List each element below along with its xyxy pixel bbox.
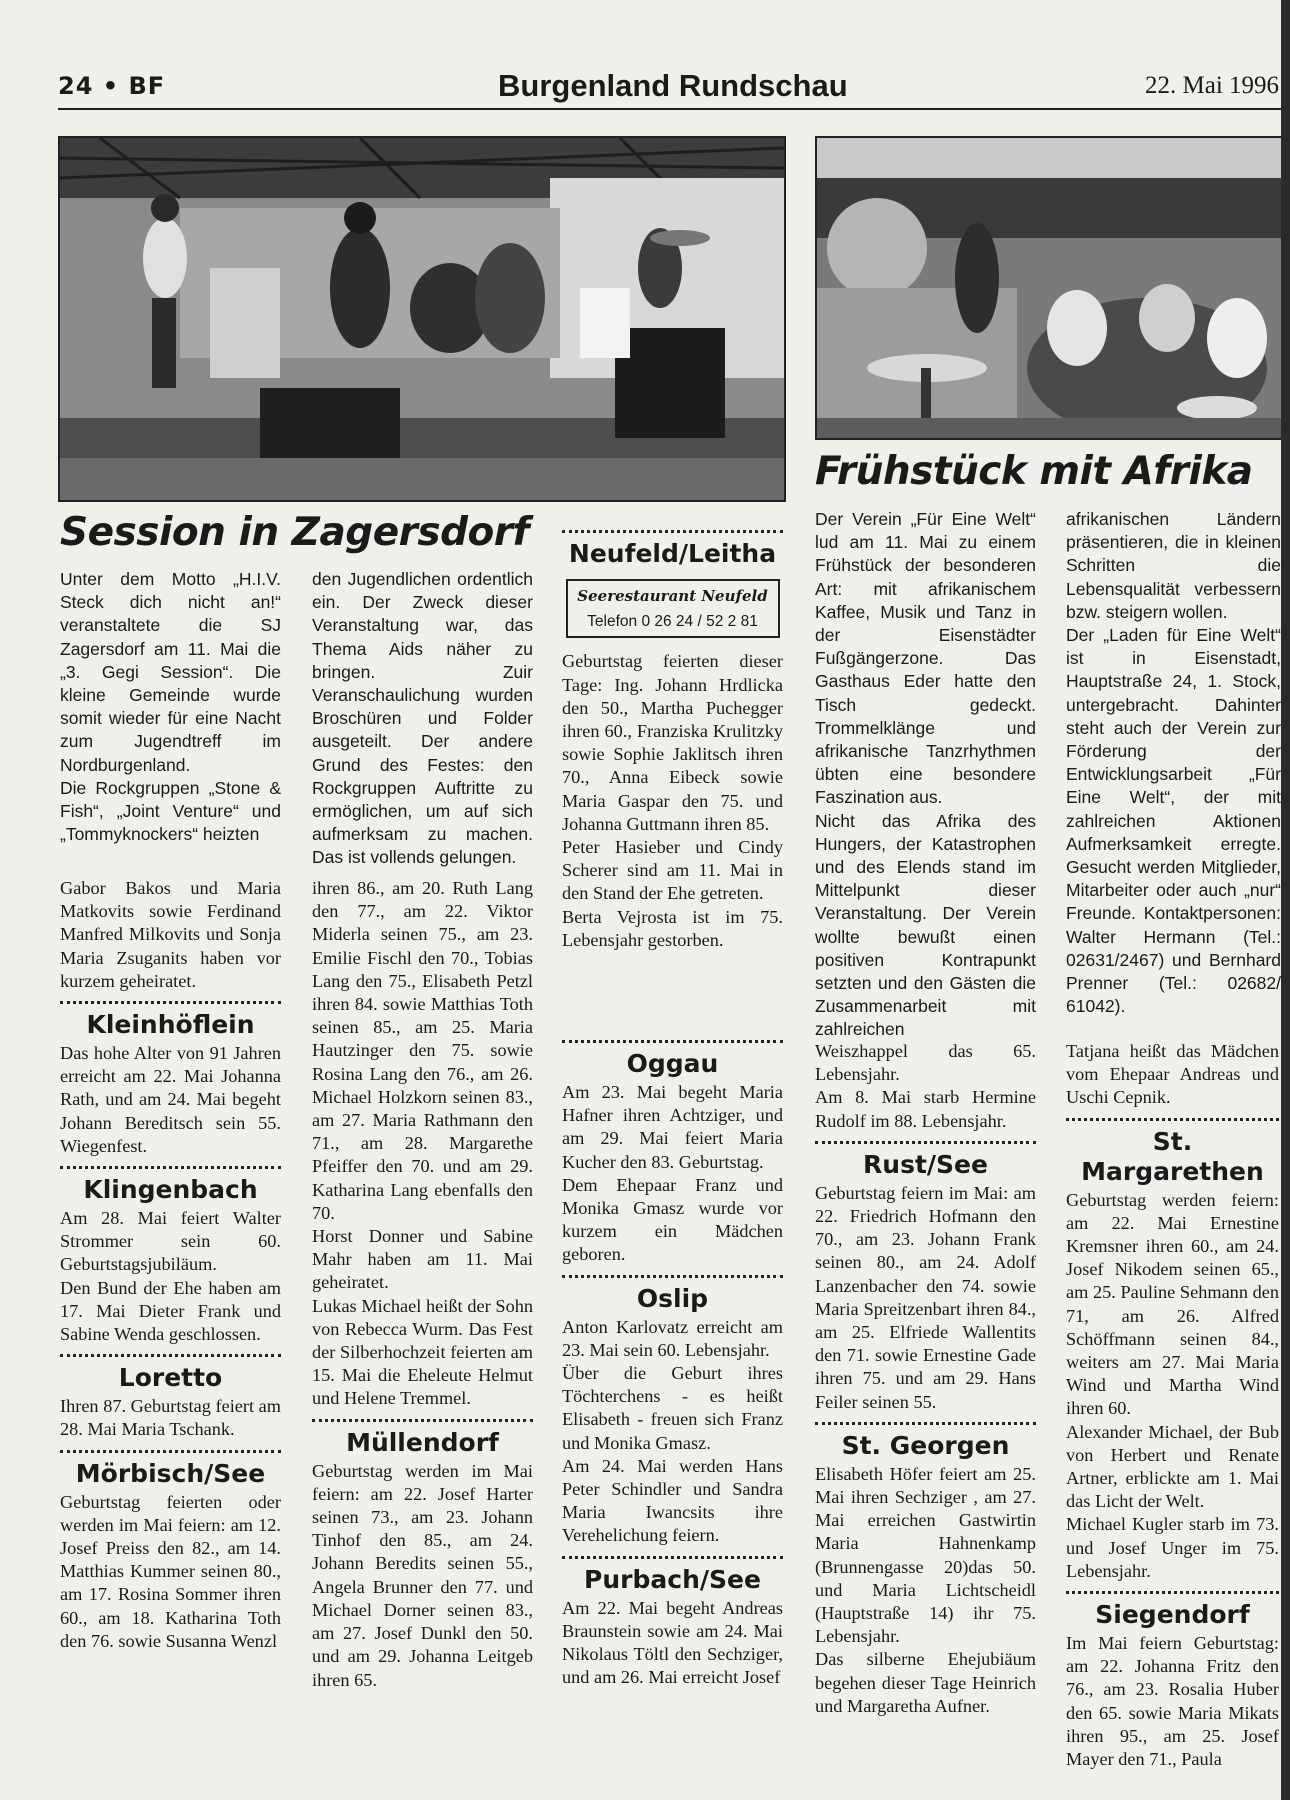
town-heading: St. Georgen	[841, 1430, 1010, 1460]
town-heading: St. Margarethen	[1081, 1126, 1264, 1186]
news-paragraph: Geburtstag werden feiern: am 22. Mai Ernestine Kremsner ihren 60., am 24. Josef Nikodem seinen 65., am 25. Pauline Sehmann den 71, am 26. Alfred Schöffmann seinen 84., weiters am 27. Mai Maria Wind und Martha Wind ihren 60.	[1066, 1189, 1279, 1419]
news-paragraph: Gabor Bakos und Maria Matkovits sowie Ferdinand Manfred Milkovits und Sonja Maria Zsuganits haben vor kurzem geheiratet.	[60, 878, 281, 991]
dotted-divider	[562, 530, 783, 533]
news-paragraph: Am 23. Mai begeht Maria Hafner ihren Achtziger, und am 29. Mai feiert Maria Kucher den 83. Geburtstag.	[562, 1082, 783, 1172]
dotted-divider	[815, 1422, 1036, 1425]
dotted-divider	[562, 1556, 783, 1559]
town-heading: Oslip	[636, 1283, 709, 1313]
news-paragraph: Am 22. Mai begeht Andreas Braunstein sowie am 24. Mai Nikolaus Töltl den Sechziger, und am 26. Mai erreicht Josef	[562, 1597, 783, 1688]
session-paragraph: Die Rockgruppen „Stone & Fish“, „Joint Venture“ und „Tommyknockers“ heizten	[60, 777, 281, 845]
town-heading: Loretto	[118, 1363, 223, 1393]
concert-photo-drawing	[60, 138, 784, 500]
header-rule	[58, 108, 1290, 110]
session-headline: Session in Zagersdorf	[60, 510, 530, 555]
news-paragraph: ihren 86., am 20. Ruth Lang den 77., am 22. Viktor Miderla seinen 75., am 23. Emilie Fischl den 70., Tobias Lang den 75., Elisabeth Petzl ihren 84. sowie Matthias Toth seinen 85., am 25. Maria Hautzinger den 75. sowie Rosina Lang den 76., am 26. Michael Holzkorn seinen 83., am 27. Maria Rathmann den 71., am 28. Margarethe Pfeiffer den 70. und am 29. Katharina Lang ebenfalls den 70.	[312, 878, 533, 1223]
dotted-divider	[60, 1001, 281, 1004]
news-paragraph: Michael Kugler starb im 73. und Josef Unger im 75. Lebensjahr.	[1066, 1514, 1279, 1581]
advertisement-box	[566, 579, 780, 638]
dotted-divider	[60, 1354, 281, 1357]
town-heading: Kleinhöflein	[86, 1010, 255, 1040]
cafe-photo-drawing	[817, 138, 1283, 438]
session-column-1	[60, 568, 281, 846]
news-paragraph: Berta Vejrosta ist im 75. Lebensjahr gestorben.	[562, 906, 783, 950]
session-column-2	[312, 568, 533, 870]
page-header	[58, 66, 1290, 108]
town-heading: Neufeld/Leitha	[568, 539, 777, 568]
news-paragraph: Geburtstag werden im Mai feiern: am 22. Josef Harter seinen 73., am 23. Johann Tinhof den 85., am 24. Johann Beredits seinen 55., Angela Brunner den 77. und Michael Dorner seinen 83., am 27. Josef Dunkl den 50. und am 29. Johanna Leitgeb ihren 65.	[312, 1460, 533, 1690]
town-heading: Oggau	[626, 1049, 719, 1078]
news-paragraph: Anton Karlovatz erreicht am 23. Mai sein 60. Lebensjahr.	[562, 1316, 783, 1360]
news-paragraph: Tatjana heißt das Mädchen vom Ehepaar Andreas und Uschi Cepnik.	[1066, 1041, 1279, 1108]
dotted-divider	[562, 1040, 783, 1043]
africa-paragraph: Der Verein „Für Eine Welt“ lud am 11. Mai zu einem Frühstück der besonderen Art: mit afrikanischem Kaffee, Musik und Tanz in der Eisenstädter Fußgängerzone. Das Gasthaus Eder hatte den Tisch gedeckt. Trommelklänge und afrikanische Tanzrhythmen übten eine besondere Faszination aus.	[815, 509, 1036, 808]
town-heading: Müllendorf	[346, 1427, 499, 1457]
advertiser-phone: Telefon 0 26 24 / 52 2 81	[587, 613, 758, 631]
news-paragraph: Über die Geburt ihres Töchterchens - es heißt Elisabeth - freuen sich Franz und Monika Gmasz.	[562, 1363, 783, 1453]
newspaper-title: Burgenland Rundschau	[498, 68, 848, 103]
news-paragraph: Am 28. Mai feiert Walter Strommer sein 60. Geburtstagsjubiläum.	[60, 1208, 281, 1275]
news-paragraph: Das hohe Alter von 91 Jahren erreicht am 22. Mai Johanna Rath, und am 24. Mai begeht Johann Bereditsch sein 55. Wiegenfest.	[60, 1043, 281, 1156]
africa-paragraph: Nicht das Afrika des Hungers, der Katastrophen und des Elends stand im Mittelpunkt dieser Veranstaltung. Der Verein wollte bewußt einen positiven Kontrapunkt setzten und den Gästen die Zusammenarbeit mit zahlreichen	[815, 810, 1036, 1040]
neufeld-column	[562, 530, 783, 952]
advertiser-name: Seerestaurant Neufeld	[577, 587, 768, 605]
session-paragraph: Unter dem Motto „H.I.V. Steck dich nicht an!“ veranstaltete die SJ Zagersdorf am 11. Mai die „3. Gegi Session“. Die kleine Gemeinde wurde somit wieder für eine Nacht zum Jugendtreff im Nordburgenland.	[60, 569, 281, 775]
news-paragraph: Im Mai feiern Geburtstag: am 22. Johanna Fritz den 76., am 23. Rosalia Huber den 65. sowie Maria Mikats ihren 95., am 25. Josef Mayer den 71., Paula	[1066, 1633, 1279, 1770]
news-paragraph: Elisabeth Höfer feiert am 25. Mai ihren Sechziger , am 27. Mai erreichen Gastwirtin Maria Hahnenkamp (Brunnengasse 20)das 50. und Maria Lichtscheidl (Hauptstraße 14) ihr 75. Lebensjahr.	[815, 1463, 1036, 1647]
news-paragraph: Am 24. Mai werden Hans Peter Schindler und Sandra Maria Iwancsits ihre Verehelichung feiern.	[562, 1455, 783, 1546]
news-paragraph: Peter Hasieber und Cindy Scherer sind am 11. Mai in den Stand der Ehe getreten.	[562, 837, 783, 904]
page-edge-shadow	[1281, 0, 1290, 1800]
town-heading: Rust/See	[863, 1149, 988, 1179]
news-paragraph: Weiszhappel das 65. Lebensjahr.	[815, 1041, 1036, 1085]
session-paragraph: den Jugendlichen ordentlich ein. Der Zweck dieser Veranstaltung war, das Thema Aids näher zu bringen. Zuir Veranschaulichung wurden Broschüren und Folder ausgeteilt. Der andere Grund des Festes: den Rockgruppen Auftritte zu ermöglichen, um auf sich aufmerksam zu machen. Das ist vollends gelungen.	[312, 569, 533, 868]
dotted-divider	[60, 1166, 281, 1169]
news-paragraph: Horst Donner und Sabine Mahr haben am 11. Mai geheiratet.	[312, 1226, 533, 1293]
town-heading: Mörbisch/See	[75, 1458, 266, 1488]
dotted-divider	[1066, 1591, 1279, 1594]
news-column-e	[1066, 1040, 1279, 1771]
news-paragraph: Am 8. Mai starb Hermine Rudolf im 88. Lebensjahr.	[815, 1087, 1036, 1131]
news-column-b	[312, 877, 533, 1692]
town-heading: Klingenbach	[83, 1175, 258, 1205]
concert-photo	[58, 136, 786, 502]
dotted-divider	[562, 1275, 783, 1278]
news-paragraph: Dem Ehepaar Franz und Monika Gmasz wurde vor kurzem ein Mädchen geboren.	[562, 1174, 783, 1265]
dotted-divider	[312, 1419, 533, 1422]
news-paragraph: Lukas Michael heißt der Sohn von Rebecca Wurm. Das Fest der Silberhochzeit feierten am 15. Mai die Eheleute Helmut und Helene Tremmel.	[312, 1295, 533, 1409]
dotted-divider	[815, 1141, 1036, 1144]
town-heading: Purbach/See	[584, 1564, 761, 1594]
news-paragraph: Geburtstag feierten dieser Tage: Ing. Johann Hrdlicka den 50., Martha Puchegger ihren 60., Franziska Krulitzky sowie Sophie Jaklitsch ihren 70., Anna Eibeck sowie Maria Gaspar den 75. und Johanna Guttmann ihren 85.	[562, 651, 783, 834]
news-paragraph: Geburtstag feiern im Mai: am 22. Friedrich Hofmann den 70., am 23. Johann Frank seinen 80., am 24. Adolf Lanzenbacher den 74. sowie Maria Spreitzenbart ihren 84., am 25. Elfriede Wallentits den 71. sowie Ernestine Gade ihren 75. und am 29. Hans Feiler seinen 55.	[815, 1182, 1036, 1412]
news-paragraph: Geburtstag feierten oder werden im Mai feiern: am 12. Josef Preiss den 82., am 14. Matthias Kummer seinen 80., am 17. Rosina Sommer ihren 60., am 18. Katharina Toth den 76. sowie Susanna Wenzl	[60, 1491, 281, 1651]
news-column-d	[815, 1040, 1036, 1718]
issue-date: 22. Mai 1996	[1145, 72, 1280, 99]
news-paragraph: Das silberne Ehejubiäum begehen dieser Tage Heinrich und Margaretha Aufner.	[815, 1649, 1036, 1716]
town-heading: Siegendorf	[1095, 1600, 1250, 1630]
news-column-c	[562, 1040, 783, 1689]
africa-column-2	[1066, 508, 1281, 1018]
dotted-divider	[1066, 1118, 1279, 1121]
news-paragraph: Alexander Michael, der Bub von Herbert und Renate Artner, erblickte am 1. Mai das Licht der Welt.	[1066, 1421, 1279, 1512]
cafe-photo	[815, 136, 1285, 440]
news-paragraph: Ihren 87. Geburtstag feiert am 28. Mai Maria Tschank.	[60, 1396, 281, 1440]
news-paragraph: Den Bund der Ehe haben am 17. Mai Dieter Frank und Sabine Wenda geschlossen.	[60, 1277, 281, 1345]
africa-column-1	[815, 508, 1036, 1042]
dotted-divider	[60, 1450, 281, 1453]
africa-headline: Frühstück mit Afrika	[815, 449, 1253, 494]
africa-paragraph: Der „Laden für Eine Welt“ ist in Eisenstadt, Hauptstraße 24, 1. Stock, untergebracht. Dahinter steht auch der Verein zur Förderung der Entwicklungsarbeit „Für Eine Welt“, der mit zahlreichen Aktionen Aufmerksamkeit erregte. Gesucht werden Mitglieder, Mitarbeiter oder auch „nur“ Freunde. Kontaktpersonen: Walter Hermann (Tel.: 02631/2467) und Bernhard Prenner (Tel.: 02682/ 61042).	[1066, 625, 1281, 1017]
page-section: 24 • BF	[58, 72, 166, 100]
africa-paragraph: afrikanischen Ländern präsentieren, die in kleinen Schritten die Lebensqualität verbessern bzw. steigern wollen.	[1066, 509, 1281, 622]
news-column-a	[60, 877, 281, 1653]
